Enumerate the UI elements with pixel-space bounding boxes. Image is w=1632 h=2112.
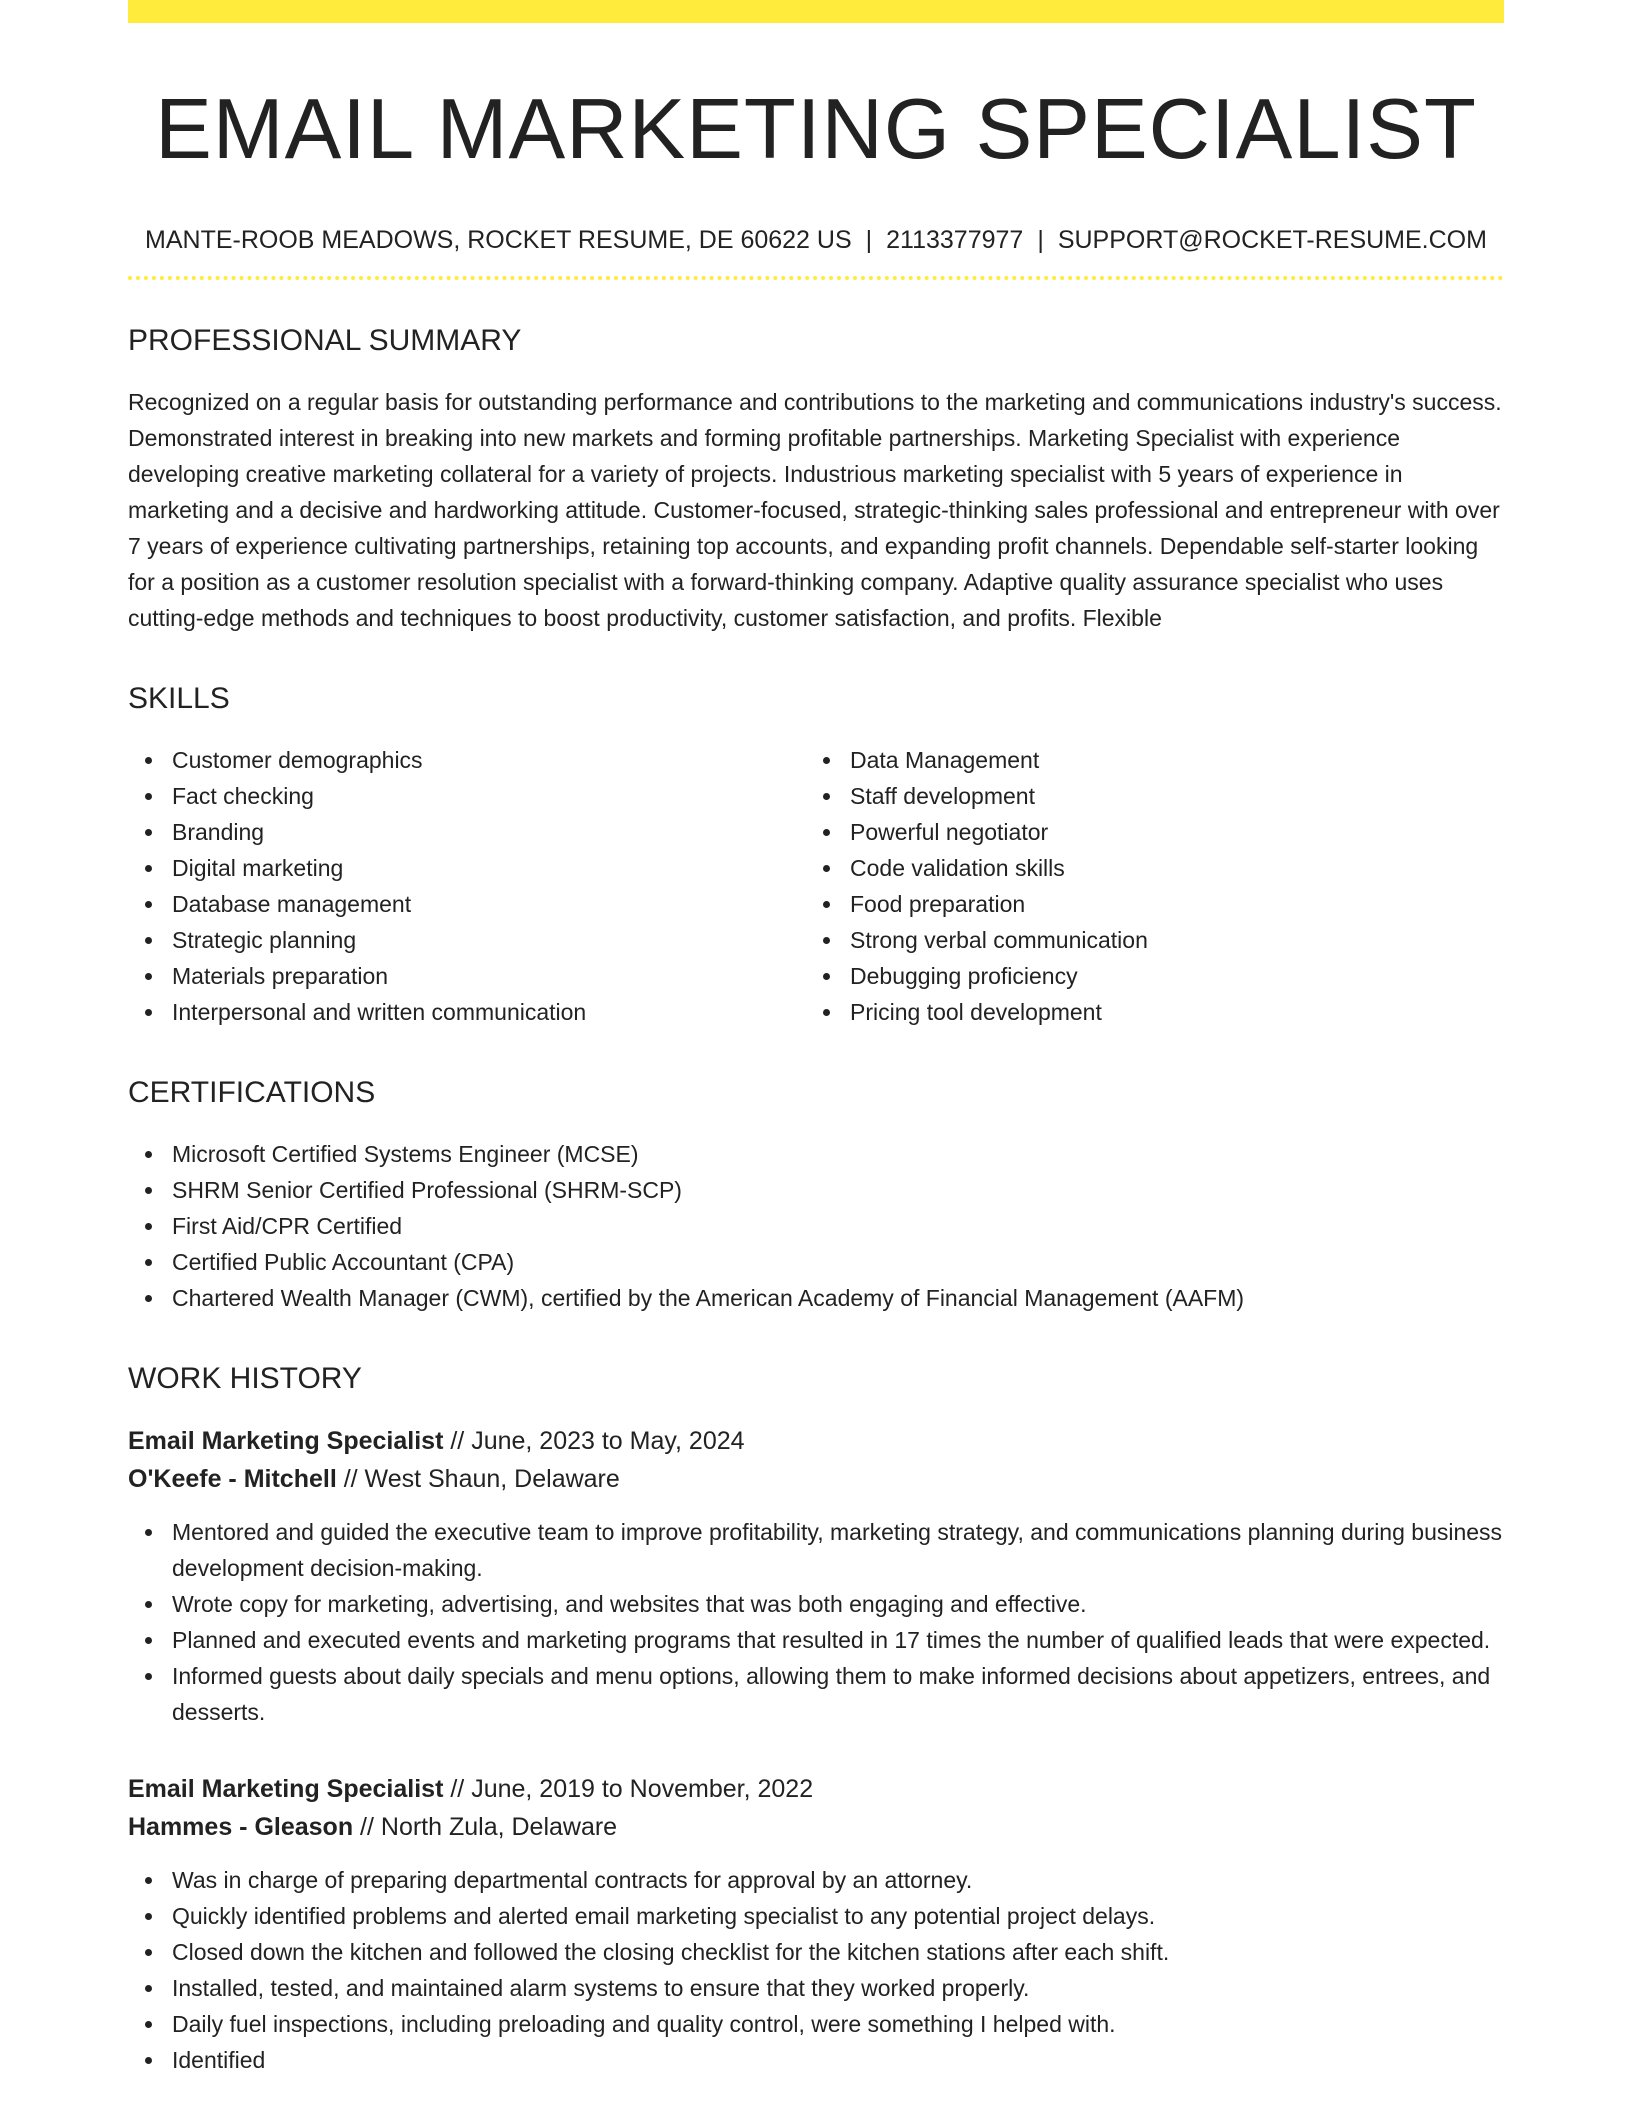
job-location: // North Zula, Delaware	[360, 1813, 618, 1841]
certification-item: Microsoft Certified Systems Engineer (MCSE)	[128, 1136, 1504, 1172]
job-bullet: Planned and executed events and marketing programs that resulted in 17 times the number of qualified leads that were expected.	[128, 1622, 1504, 1658]
job-company-line	[128, 1808, 1504, 1846]
certification-item: Certified Public Accountant (CPA)	[128, 1244, 1504, 1280]
contact-line	[128, 224, 1504, 256]
certification-item: SHRM Senior Certified Professional (SHRM-SCP)	[128, 1172, 1504, 1208]
contact-separator: |	[1037, 226, 1044, 254]
skill-item: Branding	[128, 814, 806, 850]
summary-heading: PROFESSIONAL SUMMARY	[128, 324, 522, 357]
job-bullet: Wrote copy for marketing, advertising, and websites that was both engaging and effective.	[128, 1586, 1504, 1622]
skills-columns	[128, 742, 1504, 1030]
skill-item: Customer demographics	[128, 742, 806, 778]
certifications-heading: CERTIFICATIONS	[128, 1076, 376, 1109]
contact-separator: |	[865, 226, 873, 254]
job-company-line	[128, 1460, 1504, 1498]
job-bullets	[128, 1514, 1504, 1730]
contact-address: MANTE-ROOB MEADOWS, ROCKET RESUME, DE 60622 US	[145, 226, 852, 254]
job-dates: // June, 2023 to May, 2024	[450, 1427, 745, 1455]
skill-item: Pricing tool development	[806, 994, 1484, 1030]
job-bullet: Mentored and guided the executive team to improve profitability, marketing strategy, and communications planning during business development decision-making.	[128, 1514, 1504, 1586]
job-bullet: Installed, tested, and maintained alarm systems to ensure that they worked properly.	[128, 1970, 1504, 2006]
resume-content	[128, 0, 1504, 2112]
certification-item: Chartered Wealth Manager (CWM), certified by the American Academy of Financial Management (AAFM)	[128, 1280, 1504, 1316]
job-entry	[128, 1770, 1504, 2078]
skill-item: Strategic planning	[128, 922, 806, 958]
skill-item: Materials preparation	[128, 958, 806, 994]
job-entry	[128, 1422, 1504, 1730]
skill-item: Data Management	[806, 742, 1484, 778]
job-title: Email Marketing Specialist	[128, 1775, 444, 1803]
job-location: // West Shaun, Delaware	[343, 1465, 620, 1493]
skill-item: Strong verbal communication	[806, 922, 1484, 958]
job-title-line	[128, 1422, 1504, 1460]
page-title: EMAIL MARKETING SPECIALIST	[155, 82, 1477, 177]
dotted-divider	[128, 276, 1504, 280]
job-title-line	[128, 1770, 1504, 1808]
job-bullets	[128, 1862, 1504, 2078]
summary-text: Recognized on a regular basis for outstanding performance and contributions to the marketing and communications industry's success. Demonstrated interest in breaking into new markets and forming profitable partnerships. Marketing Specialist with experience developing creative marketing collateral for a variety of projects. Industrious marketing specialist with 5 years of experience in marketing and a decisive and hardworking attitude. Customer-focused, strategic-thinking sales professional and entrepreneur with over 7 years of experience cultivating partnerships, retaining top accounts, and expanding profit channels. Dependable self-starter looking for a position as a customer resolution specialist with a forward-thinking company. Adaptive quality assurance specialist who uses cutting-edge methods and techniques to boost productivity, customer satisfaction, and profits. Flexible	[128, 389, 1502, 631]
contact-email: SUPPORT@ROCKET-RESUME.COM	[1057, 226, 1487, 254]
job-company: Hammes - Gleason	[128, 1813, 354, 1841]
skill-item: Debugging proficiency	[806, 958, 1484, 994]
skills-heading: SKILLS	[128, 682, 230, 715]
job-bullet: Closed down the kitchen and followed the closing checklist for the kitchen stations after each shift.	[128, 1934, 1504, 1970]
skill-item: Code validation skills	[806, 850, 1484, 886]
job-title: Email Marketing Specialist	[128, 1427, 444, 1455]
skills-list-left	[128, 742, 806, 1030]
job-bullet: Daily fuel inspections, including preloading and quality control, were something I helped with.	[128, 2006, 1504, 2042]
skill-item: Food preparation	[806, 886, 1484, 922]
certification-item: First Aid/CPR Certified	[128, 1208, 1504, 1244]
job-bullet: Quickly identified problems and alerted email marketing specialist to any potential project delays.	[128, 1898, 1504, 1934]
job-bullet: Informed guests about daily specials and menu options, allowing them to make informed decisions about appetizers, entrees, and desserts.	[128, 1658, 1504, 1730]
job-dates: // June, 2019 to November, 2022	[450, 1775, 814, 1803]
skill-item: Digital marketing	[128, 850, 806, 886]
skill-item: Interpersonal and written communication	[128, 994, 806, 1030]
skill-item: Powerful negotiator	[806, 814, 1484, 850]
job-company: O'Keefe - Mitchell	[128, 1465, 337, 1493]
job-bullet: Identified	[128, 2042, 1504, 2078]
job-bullet: Was in charge of preparing departmental contracts for approval by an attorney.	[128, 1862, 1504, 1898]
skills-list-right	[806, 742, 1484, 1030]
skill-item: Staff development	[806, 778, 1484, 814]
skill-item: Database management	[128, 886, 806, 922]
skill-item: Fact checking	[128, 778, 806, 814]
contact-phone: 2113377977	[886, 226, 1024, 254]
work-history-heading: WORK HISTORY	[128, 1362, 362, 1395]
certifications-list	[128, 1136, 1504, 1316]
